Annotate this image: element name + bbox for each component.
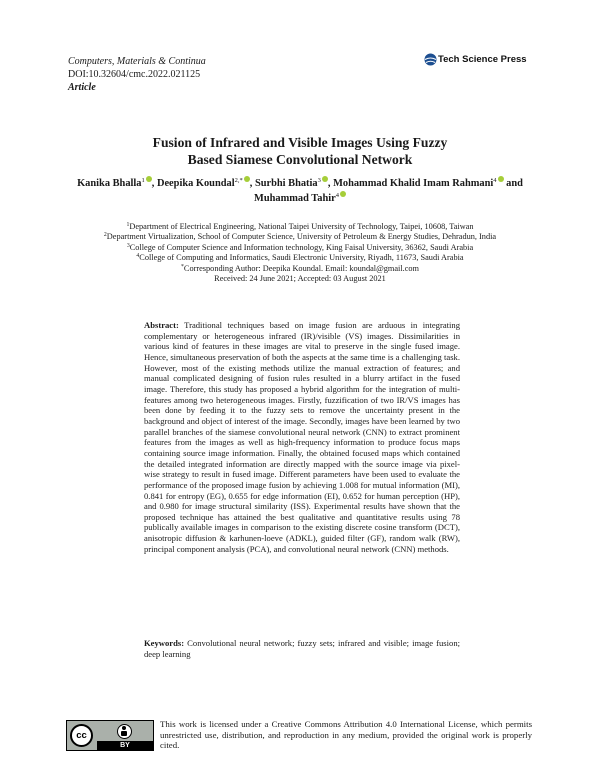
author-affil-sup: 4 (493, 177, 497, 184)
license-text: This work is licensed under a Creative Commons Attribution 4.0 International License, which permits unrestricted use, distribution, and reproduction in any medium, provided the original work is properly cited. (160, 719, 532, 751)
affiliation-text: Department of Electrical Engineering, National Taipei University of Technology, Taipei, 10608, Taiwan (129, 222, 474, 231)
author-name: Muhammad Tahir (254, 193, 336, 204)
corresponding-author (40, 264, 560, 274)
cc-icon: cc (70, 724, 93, 747)
affiliation-text: Department Virtualization, School of Computer Science, University of Petroleum & Energy Studies, Dehradun, India (106, 232, 497, 242)
author-separator: , (327, 178, 334, 189)
author (255, 178, 328, 189)
affiliation-sup: 1 (126, 222, 130, 228)
publisher-logo (424, 53, 536, 67)
abstract-text: Traditional techniques based on image fusion are arduous in integrating complementary or heterogeneous infrared (IR)/visible (VS) images. Dissimilarities in various kind of features in these images are vital to preserve in the single fused image. Hence, simultaneous preservation of both the aspects at the same time is a challenging task. However, most of the existing methods utilize the manual extraction of features; and manual complicated designing of fusion rules resulted in a blurry artifact in the fused image. Therefore, this study has proposed a hybrid algorithm for the integration of multi-features among two heterogeneous images. Firstly, fuzzification of two IR/VS images has been done by feeding it to the fuzzy sets to remove the uncertainty present in the background and object of interest of the image. Secondly, images have been learned by two parallel branches of the siamese convolutional neural network (CNN) to extract prominent features from the images as well as high-frequency information to produce focus maps containing source image information. Finally, the obtained focused maps which contained the detailed integrated information are directly mapped with the source image via pixel-wise strategy to result in fused image. Different parameters have been used to evaluate the performance of the proposed image fusion by achieving 1.008 for mutual information (MI), 0.841 for entropy (EG), 0.655 for edge information (EI), 0.652 for human perception (HP), and 0.980 for image structural similarity (ISS). Experimental results have shown that the proposed technique has attained the best qualitative and quantitative results using 78 publically available images in comparison to the existing discrete cosine transform (DCT), anisotropic diffusion & karhunen-loeve (ADKL), guided filter (GF), random walk (RW), principal component analysis (PCA), and convolutional neural network (CNN) methods. (144, 320, 461, 554)
by-label: BY (97, 741, 153, 750)
received-accepted-dates: Received: 24 June 2021; Accepted: 03 August 2021 (214, 274, 386, 284)
corresponding-text: Corresponding Author: Deepika Koundal. Email: koundal@gmail.com (183, 263, 419, 273)
author (254, 193, 346, 204)
affiliation-sup: 3 (126, 242, 130, 249)
cc-by-license-badge[interactable] (66, 720, 154, 751)
affiliation (40, 232, 560, 242)
article-type: Article (68, 82, 96, 93)
keywords-label: Keywords: (144, 638, 185, 648)
keywords-text: Convolutional neural network; fuzzy sets; infrared and visible; image fusion; deep learning (144, 638, 460, 659)
author (333, 178, 503, 189)
affiliations (40, 222, 560, 284)
author-separator: , (249, 178, 255, 189)
author-list (60, 176, 540, 206)
publisher-globe-icon (424, 53, 437, 66)
affiliation-sup: 2 (103, 232, 107, 239)
author-name: Mohammad Khalid Imam Rahmani (333, 178, 494, 189)
attribution-person-icon (117, 724, 132, 739)
journal-name: Computers, Materials & Continua (68, 56, 206, 67)
keywords (144, 638, 460, 659)
author-name: Deepika Koundal (156, 178, 235, 189)
affiliation (40, 222, 560, 232)
title-line-1: Fusion of Infrared and Visible Images Using Fuzzy (152, 135, 448, 150)
title-line-2: Based Siamese Convolutional Network (187, 152, 413, 167)
affiliation-sup: 4 (136, 253, 140, 260)
affiliation (40, 243, 560, 253)
paper-title (100, 134, 500, 168)
affiliation (40, 253, 560, 263)
author-affil-sup: 1 (141, 177, 145, 184)
author-name: Kanika Bhalla (77, 178, 142, 189)
author (157, 178, 250, 189)
orcid-icon[interactable] (340, 191, 346, 197)
author-affil-sup: 3 (317, 177, 321, 184)
publisher-name: Tech Science Press (438, 54, 527, 65)
affiliation-text: College of Computer Science and Information technology, King Faisal University, 36362, Saudi Arabia (129, 242, 474, 252)
abstract-label: Abstract: (144, 320, 179, 330)
author (77, 178, 152, 189)
corresponding-sup: * (181, 263, 184, 270)
author-affil-sup: 4 (335, 192, 339, 199)
doi[interactable]: DOI:10.32604/cmc.2022.021125 (68, 69, 201, 80)
abstract (144, 320, 460, 554)
author-separator: , (151, 178, 157, 189)
author-separator: and (503, 178, 523, 189)
affiliation-text: College of Computing and Informatics, Saudi Electronic University, Riyadh, 11673, Saudi Arabia (139, 253, 464, 263)
author-name: Surbhi Bhatia (254, 178, 318, 189)
author-affil-sup: 2,* (234, 177, 243, 184)
